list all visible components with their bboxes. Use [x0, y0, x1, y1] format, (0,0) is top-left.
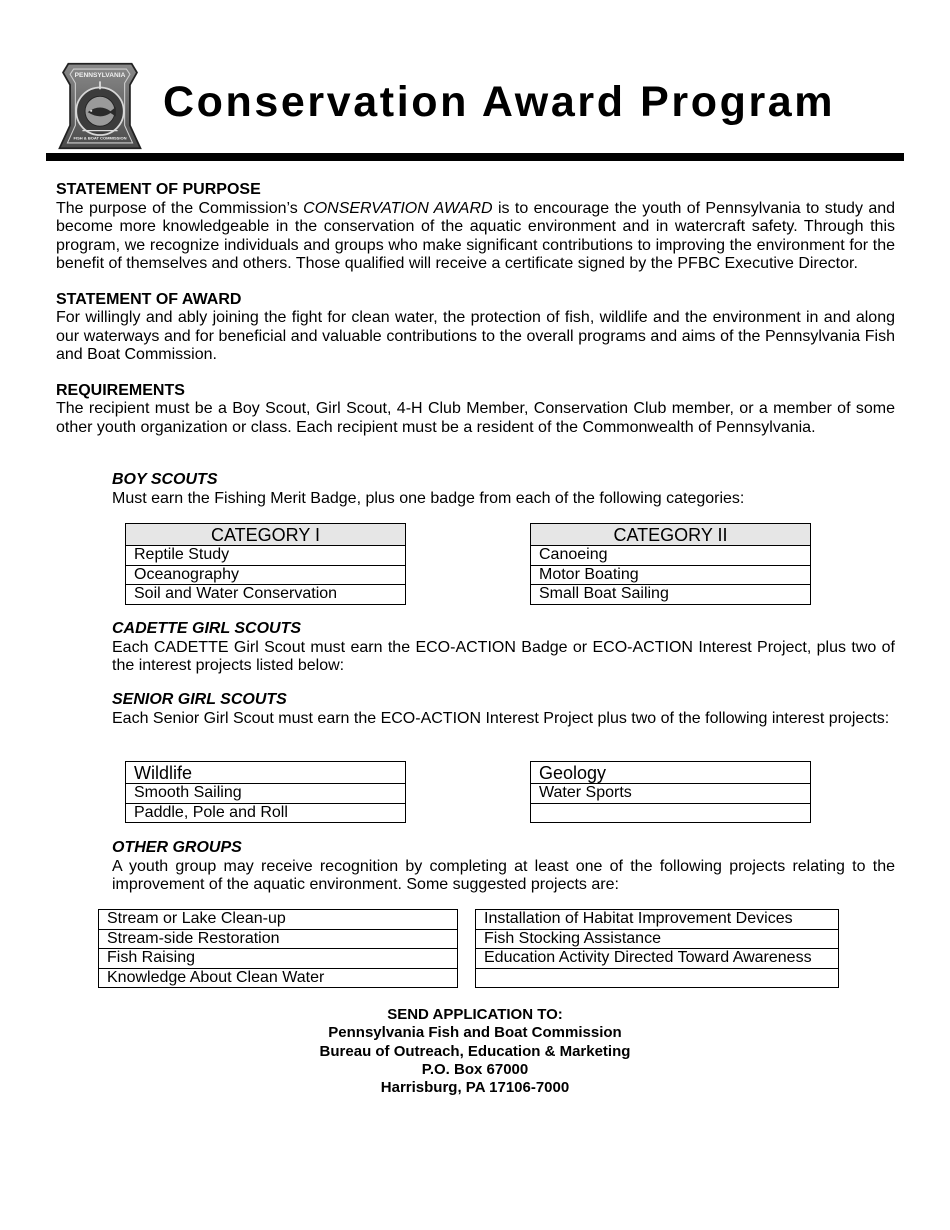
- table-cell: Water Sports: [531, 784, 811, 804]
- other-right-table: [475, 909, 839, 988]
- senior-section: [112, 691, 895, 728]
- senior-heading: SENIOR GIRL SCOUTS: [112, 691, 287, 708]
- send-line-5: Harrisburg, PA 17106-7000: [380, 1079, 570, 1097]
- table-cell: [531, 803, 811, 823]
- requirements-text: The recipient must be a Boy Scout, Girl Scout, 4-H Club Member, Conservation Club member, or a member of some other youth organization or class. Each recipient must be a resident of the Commonwealth of Pennsylvania.: [56, 400, 895, 436]
- cadette-text: Each CADETTE Girl Scout must earn the ECO-ACTION Badge or ECO-ACTION Interest Project, plus two of the interest projects listed below:: [112, 638, 895, 674]
- boy-scouts-section: [112, 471, 950, 508]
- category-1-header: CATEGORY I: [126, 524, 406, 546]
- main-content: [56, 181, 895, 454]
- table-cell: Installation of Habitat Improvement Devices: [476, 910, 839, 930]
- send-line-3: Bureau of Outreach, Education & Marketing: [319, 1042, 631, 1060]
- purpose-section: [56, 181, 895, 274]
- award-text: For willingly and ably joining the fight for clean water, the protection of fish, wildlife and the environment in and along our waterways and for beneficial and valuable contributions to the overall programs and aims of the Pennsylvania Fish and Boat Commission.: [56, 309, 895, 363]
- other-groups-heading: OTHER GROUPS: [112, 839, 242, 856]
- requirements-heading: REQUIREMENTS: [56, 381, 185, 399]
- table-cell: Canoeing: [531, 546, 811, 566]
- senior-left-table: [125, 761, 406, 823]
- table-cell: Oceanography: [126, 565, 406, 585]
- table-cell: Motor Boating: [531, 565, 811, 585]
- send-line-4: P.O. Box 67000: [421, 1060, 529, 1078]
- page-header: [46, 58, 904, 162]
- table-cell: Soil and Water Conservation: [126, 585, 406, 605]
- logo-text-bottom: FISH & BOAT COMMISSION: [73, 135, 127, 141]
- senior-right-table: [530, 761, 811, 823]
- category-2-table: [530, 523, 811, 605]
- purpose-text-b: is to encourage the youth of Pennsylvania to study and become more knowledgeable in the conservation of the aquatic environment and in watercraft safety. Through this program, we recognize individuals and groups who make significant contributions to improving the environment for the benefit of themselves and others. Those qualified will receive a certificate signed by the PFBC Executive Director.: [56, 199, 896, 272]
- boy-scouts-heading: BOY SCOUTS: [112, 471, 218, 488]
- category-2-header: CATEGORY II: [531, 524, 811, 546]
- send-application-block: [0, 1006, 950, 1097]
- cadette-heading: CADETTE GIRL SCOUTS: [112, 620, 302, 637]
- logo-text-top: PENNSYLVANIA: [74, 71, 126, 79]
- table-cell: Paddle, Pole and Roll: [126, 803, 406, 823]
- requirements-section: [56, 382, 895, 438]
- pfbc-keystone-logo-icon: [56, 62, 144, 150]
- table-cell: Geology: [531, 762, 811, 784]
- header-rule: [46, 153, 904, 161]
- award-heading: STATEMENT OF AWARD: [56, 290, 242, 308]
- table-cell: Fish Stocking Assistance: [476, 929, 839, 949]
- table-cell: Small Boat Sailing: [531, 585, 811, 605]
- purpose-text-a: The purpose of the Commission’s: [56, 199, 304, 217]
- boy-scouts-text: Must earn the Fishing Merit Badge, plus one badge from each of the following categories:: [112, 489, 745, 507]
- table-cell: Fish Raising: [99, 949, 458, 969]
- cadette-section: [112, 620, 895, 676]
- send-line-1: SEND APPLICATION TO:: [387, 1006, 563, 1023]
- purpose-text-em: CONSERVATION AWARD: [303, 199, 493, 217]
- send-line-2: Pennsylvania Fish and Boat Commission: [328, 1024, 622, 1042]
- other-groups-text: A youth group may receive recognition by completing at least one of the following projects relating to the improvement of the aquatic environment. Some suggested projects are:: [112, 857, 895, 893]
- table-cell: Knowledge About Clean Water: [99, 968, 458, 988]
- table-cell: Smooth Sailing: [126, 784, 406, 804]
- table-cell: Reptile Study: [126, 546, 406, 566]
- other-groups-section: [112, 839, 895, 895]
- other-left-table: [98, 909, 458, 988]
- purpose-heading: STATEMENT OF PURPOSE: [56, 181, 261, 198]
- category-1-table: [125, 523, 406, 605]
- page-title: Conservation Award Program: [163, 78, 836, 126]
- table-cell: Stream or Lake Clean-up: [99, 910, 458, 930]
- table-cell: [476, 968, 839, 988]
- purpose-text: [56, 200, 895, 274]
- table-cell: Wildlife: [126, 762, 406, 784]
- senior-text: Each Senior Girl Scout must earn the ECO-ACTION Interest Project plus two of the following interest projects:: [112, 709, 890, 727]
- award-section: [56, 291, 895, 365]
- table-cell: Stream-side Restoration: [99, 929, 458, 949]
- table-cell: Education Activity Directed Toward Awareness: [476, 949, 839, 969]
